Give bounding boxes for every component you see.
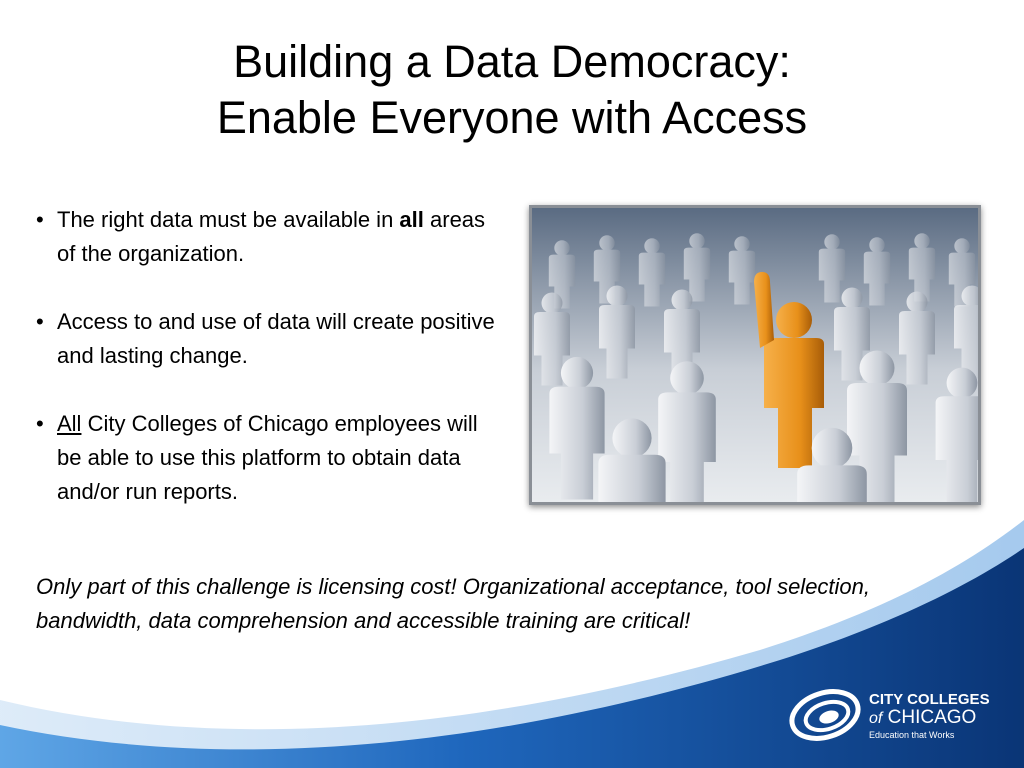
- bullet-list: [36, 203, 506, 543]
- bullet-emphasis: All: [57, 411, 82, 436]
- title-line-2: Enable Everyone with Access: [216, 92, 808, 143]
- logo-title: CITY COLLEGES: [869, 691, 990, 708]
- closing-note: Only part of this challenge is licensing cost! Organizational acceptance, tool selection, bandwidth, data comprehension and accessible training are critical!: [36, 574, 871, 633]
- logo-subtitle: [869, 707, 976, 729]
- bullet-text: areas of the organization.: [57, 207, 486, 266]
- title-line-1: Building a Data Democracy:: [233, 36, 791, 87]
- bullet-item: [36, 203, 506, 271]
- crowd-image: [529, 205, 981, 505]
- bullet-text: The right data must be available in: [57, 207, 400, 232]
- city-colleges-logo: [787, 685, 1017, 745]
- logo-tagline: Education that Works: [869, 730, 955, 740]
- swoosh-icon: [787, 685, 865, 741]
- logo-of: of: [869, 710, 883, 727]
- bullet-item: [36, 407, 506, 509]
- bullet-emphasis: all: [399, 207, 424, 232]
- logo-city: CHICAGO: [887, 707, 977, 728]
- bullet-item: [36, 305, 506, 373]
- bullet-text: Access to and use of data will create positive and lasting change.: [57, 309, 495, 368]
- bullet-text: City Colleges of Chicago employees will be able to use this platform to obtain data and/or run reports.: [57, 411, 478, 504]
- page-title: [0, 34, 1024, 146]
